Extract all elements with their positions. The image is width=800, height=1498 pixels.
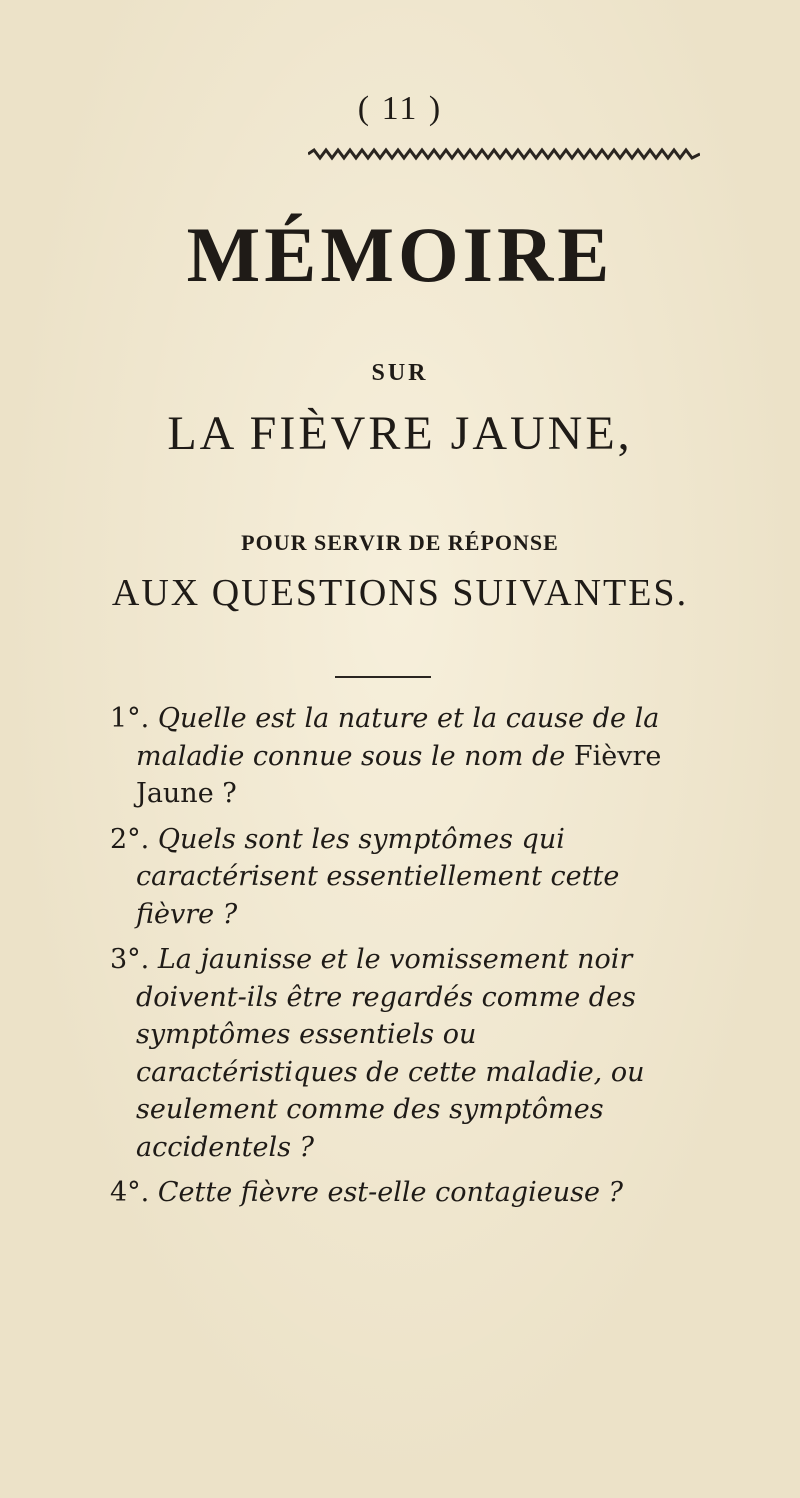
question-number: 3°. <box>110 944 150 975</box>
title-connector: SUR <box>371 360 429 386</box>
document-title: MÉMOIRE <box>186 211 614 298</box>
question-text: La jaunisse et le vomissement noir doivent-ils être regardés comme des symptômes essentiels ou caractéristiques de cette maladie, ou seulement comme des symptômes accidentels ? <box>136 944 645 1163</box>
question-text: Quelle est la nature et la cause de la maladie connue sous le nom de <box>136 703 660 772</box>
section-divider <box>335 676 431 678</box>
question-term: Fièvre Jaune ? <box>136 740 662 809</box>
document-subtitle: LA FIÈVRE JAUNE, <box>167 407 633 460</box>
question-number: 2°. <box>110 823 150 855</box>
question-item <box>110 1174 690 1212</box>
question-text: Quels sont les symptômes qui caractérisent essentiellement cette fièvre ? <box>136 823 620 930</box>
question-item <box>110 700 690 813</box>
questions-heading: AUX QUESTIONS SUIVANTES. <box>111 572 689 614</box>
question-number: 4°. <box>110 1177 150 1208</box>
question-text: Cette fièvre est-elle contagieuse ? <box>157 1177 623 1208</box>
page-number: ( 11 ) <box>357 90 443 127</box>
question-item <box>110 821 690 934</box>
purpose-line: POUR SERVIR DE RÉPONSE <box>241 530 559 555</box>
question-item <box>110 941 690 1166</box>
question-list <box>110 700 690 1220</box>
ornamental-rule <box>308 147 700 161</box>
question-number: 1°. <box>110 703 150 734</box>
